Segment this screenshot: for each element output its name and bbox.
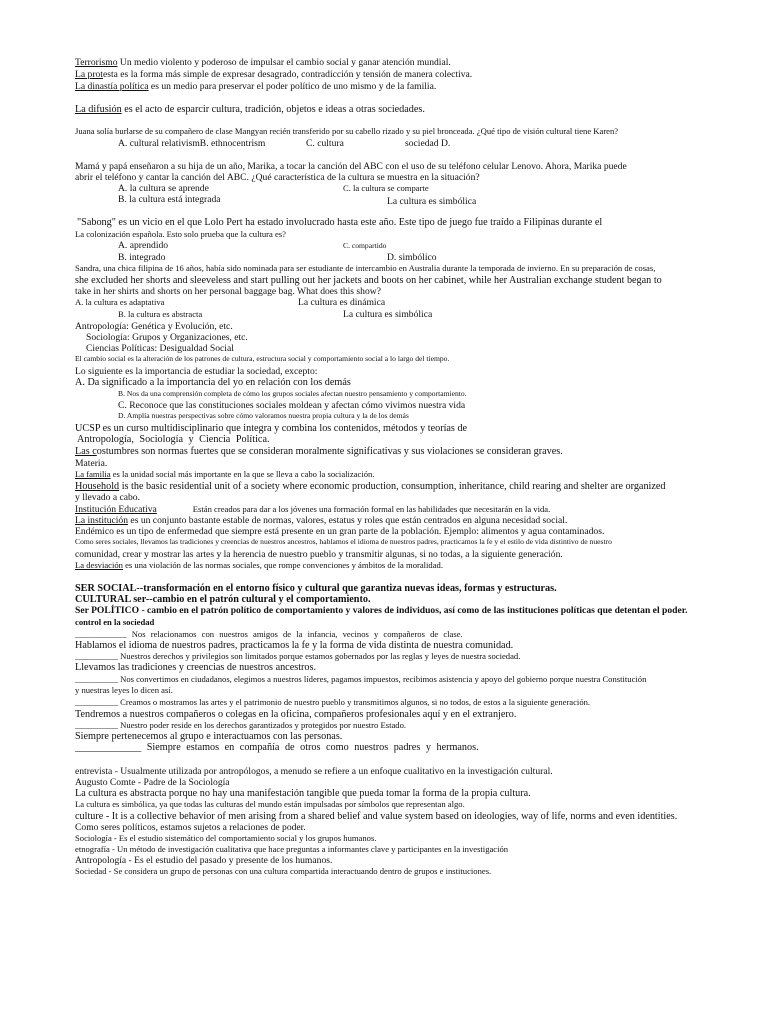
term-household: Household: [75, 481, 120, 492]
question-text: La colonización española. Esto solo prueba que la cultura es?: [75, 229, 286, 239]
definition-line: Sociedad - Se considera un grupo de personas con una cultura compartida interactuando dentro de grupos e instituciones.: [75, 866, 492, 876]
fill-blank-item: __________ Creamos o mostramos las artes y el patrimonio de nuestro pueblo y transmitimos algunos, si no todos, de estos a la siguiente generación.: [75, 697, 591, 707]
text-line: comunidad, crear y mostrar las artes y la herencia de nuestro pueblo y transmitir algunas, si no todas, a la siguiente generación.: [75, 549, 563, 560]
text-line: Antropología: Genética y Evolución, etc.: [75, 321, 233, 332]
question-text: Sandra, una chica filipina de 16 años, había sido nominada para ser estudiante de intercambio en Australia durante la temporada de invierno. En su preparación de cosas,: [75, 263, 656, 273]
answer-option: A. cultural relativismB. ethnocentrism: [118, 138, 266, 149]
question-text: Juana solía burlarse de su compañero de clase Mangyan recién transferido por su cabello rizado y su piel bronceada. ¿Qué tipo de visión cultural tiene Karen?: [75, 126, 619, 136]
text-line: Hablamos el idioma de nuestros padres, practicamos la fe y la forma de vida distinta de nuestra comunidad.: [75, 640, 514, 651]
answer-option: C. cultura: [306, 138, 344, 149]
text-line: Household is the basic residential unit of a society where economic production, consumption, inheritance, child rearing and shelter are organized: [75, 481, 666, 492]
fill-blank-item: ____________ Nos relacionamos con nuestros amigos de la infancia, vecinos y compañeros de clase.: [75, 629, 463, 639]
definition-line: culture - It is a collective behavior of men arising from a shared belief and value system based on ideologies, way of life, norms and even identities.: [75, 811, 678, 822]
term-difusion: La difusión: [75, 104, 122, 115]
text-line: Endémico es un tipo de enfermedad que siempre está presente en un gran parte de la población. Ejemplo: alimentos y agua contaminados.: [75, 526, 605, 537]
question-text: she excluded her shorts and sleeveless and start pulling out her jackets and boots on her cabinet, while her Australian exchange student began to: [75, 275, 662, 286]
text-line: Sociología: Grupos y Organizaciones, etc.: [86, 332, 248, 343]
text-line: La institución es un conjunto bastante estable de normas, valores, estatus y roles que están centrados en alguna necesidad social.: [75, 515, 568, 526]
answer-option: D. Amplía nuestras perspectivas sobre cómo valoramos nuestra propia cultura y la de los demás: [118, 411, 409, 420]
text-line: CULTURAL ser--cambio en el patrón cultural y el comportamiento.: [75, 594, 371, 605]
answer-option: La cultura es simbólica: [387, 196, 477, 207]
answer-option: B. Nos da una comprensión completa de cómo los grupos sociales afectan nuestro pensamiento y comportamiento.: [118, 389, 467, 398]
fill-blank-item: __________ Nos convertimos en ciudadanos, elegimos a nuestros líderes, pagamos impuestos, recibimos asistencia y apoyo del gobierno porque nuestra Constitución: [75, 674, 647, 684]
text-line: Siempre pertenecemos al grupo e interactuamos con las personas.: [75, 731, 343, 742]
text-line: Terrorismo Un medio violento y poderoso de impulsar el cambio social y ganar atención mundial.: [75, 57, 451, 68]
text-line: La difusión es el acto de esparcir cultura, tradición, objetos e ideas a otras sociedades.: [75, 104, 425, 115]
answer-option: A. aprendido: [118, 240, 169, 251]
definition-line: Como seres políticos, estamos sujetos a relaciones de poder.: [75, 822, 306, 833]
term-terrorismo: Terrorismo: [75, 57, 118, 68]
text-line: Materia.: [75, 458, 108, 469]
text-line: Tendremos a nuestros compañeros o colegas en la oficina, compañeros profesionales aquí y en el extranjero.: [75, 709, 517, 720]
text-line: El cambio social es la alteración de los patrones de cultura, estructura social y comportamiento social a lo largo del tiempo.: [75, 354, 450, 363]
term-dinastia: La dinastía política: [75, 81, 149, 92]
answer-option: C. compartido: [343, 241, 387, 250]
text-line: Institución Educativa Están creados para dar a los jóvenes una formación formal en las habilidades que necesitarán en la vida.: [75, 504, 551, 515]
definition-line: Antropología - Es el estudio del pasado y presente de los humanos.: [75, 855, 333, 866]
text-line: UCSP es un curso multidisciplinario que integra y combina los contenidos, métodos y teorías de: [75, 423, 468, 434]
answer-option: sociedad D.: [405, 138, 451, 149]
answer-option: C. Reconoce que las constituciones sociales moldean y afectan cómo vivimos nuestra vida: [118, 400, 466, 411]
definition-line: Sociología - Es el estudio sistemático del comportamiento social y los grupos humanos.: [75, 833, 377, 843]
term-institucion-educativa: Institución Educativa: [75, 504, 157, 515]
answer-option: La cultura es simbólica: [343, 309, 433, 320]
answer-option: La cultura es dinámica: [298, 297, 386, 308]
term-familia: La familia: [75, 469, 111, 479]
term-protesta: La prot: [75, 69, 103, 80]
blank-line: __________: [75, 674, 118, 684]
text-line: La protesta es la forma más simple de expresar desagrado, contradicción y tensión de manera colectiva.: [75, 69, 473, 80]
text-line: La desviación es una violación de las normas sociales, que rompe convenciones y ámbitos de la moralidad.: [75, 560, 443, 570]
answer-option: D. simbólico: [387, 252, 437, 263]
definition-line: Augusto Comte - Padre de la Sociología: [75, 777, 230, 788]
answer-option: A. Da significado a la importancia del yo en relación con los demás: [75, 377, 351, 388]
answer-option: A. la cultura se aprende: [118, 183, 209, 194]
text-line: La familia es la unidad social más importante en la que se lleva a cabo la socialización.: [75, 469, 375, 479]
blank-line: __________: [75, 697, 118, 707]
text-line: y llevado a cabo.: [75, 492, 140, 503]
definition-line: La cultura es abstracta porque no hay una manifestación tangible que pueda tomar la forma de la propia cultura.: [75, 788, 531, 799]
text-line: La dinastía política es un medio para preservar el poder político de uno mismo y de la familia.: [75, 81, 437, 92]
text-line: Ser POLÍTICO - cambio en el patrón político de comportamiento y valores de individuos, así como de las instituciones políticas que detentan el poder.: [75, 605, 688, 616]
text-line: Las costumbres son normas fuertes que se consideran moralmente significativas y sus violaciones se consideran graves.: [75, 446, 563, 457]
fill-blank-item: __________ Nuestros derechos y privilegios son limitados porque estamos gobernados por las reglas y leyes de nuestra sociedad.: [75, 651, 521, 661]
fill-blank-item: _____________ Siempre estamos en compañía de otros como nuestros padres y hermanos.: [75, 742, 479, 753]
answer-option: B. la cultura está integrada: [118, 194, 221, 205]
text-line: Antropología, Sociología y Ciencia Política.: [77, 434, 270, 445]
blank-line: _____________: [75, 742, 142, 753]
term-desviacion: La desviación: [75, 560, 123, 570]
text-line: control en la sociedad: [75, 617, 155, 627]
definition-line: etnografía - Un método de investigación cualitativa que hace preguntas a informantes clave y participantes en la investigación: [75, 844, 509, 854]
blank-line: __________: [75, 720, 118, 730]
blank-line: __________: [75, 651, 118, 661]
answer-option: C. la cultura se comparte: [343, 183, 429, 193]
question-text: Lo siguiente es la importancia de estudiar la sociedad, excepto:: [75, 366, 318, 377]
question-text: "Sabong" es un vicio en el que Lolo Pert ha estado involucrado hasta este año. Este tipo de juego fue traído a Filipinas durante el: [77, 217, 603, 228]
term-institucion: La institución: [75, 515, 129, 526]
term-costumbres: Las c: [75, 446, 97, 457]
fill-blank-item: __________ Nuestro poder reside en los derechos garantizados y protegidos por nuestro Estado.: [75, 720, 407, 730]
question-text: abrir el teléfono y cantar la canción del ABC. ¿Qué característica de la cultura se muestra en la situación?: [75, 172, 480, 183]
text-line: Llevamos las tradiciones y creencias de nuestros ancestros.: [75, 662, 317, 673]
answer-option: B. la cultura es abstracta: [118, 309, 203, 319]
text-line: SER SOCIAL--transformación en el entorno físico y cultural que garantiza nuevas ideas, formas y estructuras.: [75, 583, 557, 594]
blank-line: ____________: [75, 629, 127, 639]
answer-option: B. integrado: [118, 252, 166, 263]
text-line: y nuestras leyes lo dicen así.: [75, 685, 173, 695]
text-line: Como seres sociales, llevamos las tradiciones y creencias de nuestros ancestros, hablamos el idioma de nuestros padres, practicamos la fe y el estilo de vida distintivo de nuestro: [75, 537, 612, 546]
answer-option: A. la cultura es adaptativa: [75, 297, 165, 307]
definition-line: La cultura es simbólica, ya que todas las culturas del mundo están impulsadas por símbolos que representan algo.: [75, 799, 465, 809]
definition-line: entrevista - Usualmente utilizada por antropólogos, a menudo se refiere a un enfoque cualitativo en la investigación cultural.: [75, 766, 553, 777]
text-line: Ciencias Políticas: Desigualdad Social: [86, 343, 234, 354]
question-text: take in her shirts and shorts on her personal baggage bag. What does this show?: [75, 286, 381, 297]
question-text: Mamá y papá enseñaron a su hija de un año, Marika, a tocar la canción del ABC con el uso de su teléfono celular Lenovo. Ahora, Marika puede: [75, 161, 627, 172]
